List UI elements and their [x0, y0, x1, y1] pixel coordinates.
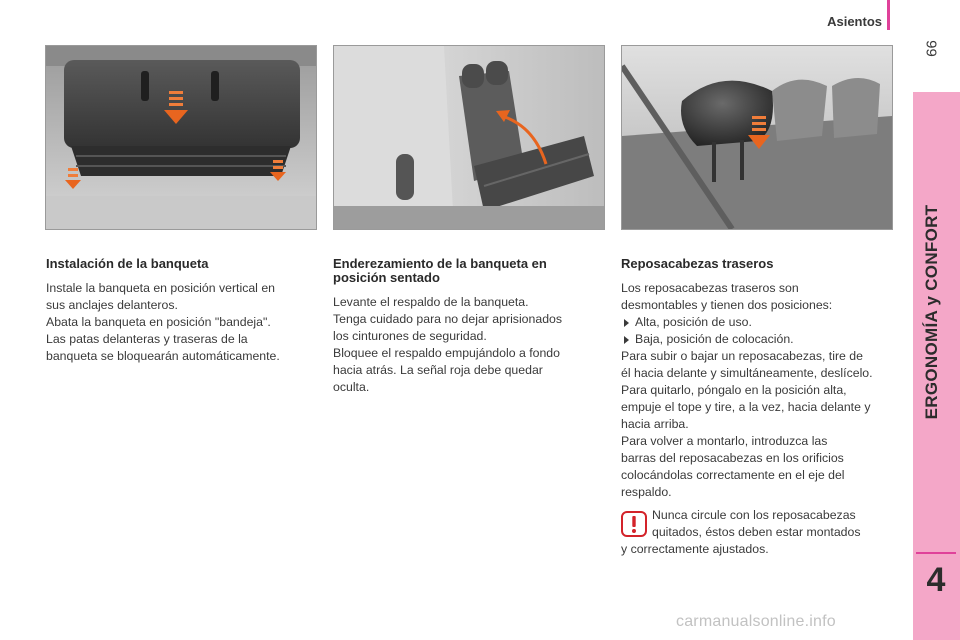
section-heading-line: posición sentado: [333, 270, 440, 285]
paragraph-line: sus anclajes delanteros.: [46, 298, 178, 312]
header-accent-bar: [887, 0, 890, 30]
section-heading-line: Enderezamiento de la banqueta en: [333, 256, 547, 271]
section-heading: Instalación de la banqueta: [46, 256, 209, 271]
warning-line: Nunca circule con los reposacabezas: [652, 508, 856, 522]
paragraph-line: desmontables y tienen dos posiciones:: [621, 298, 833, 312]
bench-seated-section: [333, 257, 605, 396]
paragraph-line: Bloquee el respaldo empujándolo a fondo: [333, 346, 560, 360]
paragraph-line: hacia atrás. La señal roja debe quedar: [333, 363, 543, 377]
paragraph-line: Para quitarlo, póngalo en la posición alta,: [621, 383, 847, 397]
section-heading: [333, 257, 605, 285]
bench-seated-position-photo: [333, 45, 605, 230]
paragraph-line: banqueta se bloquearán automáticamente.: [46, 349, 280, 363]
paragraph-line: Los reposacabezas traseros son: [621, 281, 799, 295]
paragraph-line: Las patas delanteras y traseras de la: [46, 332, 248, 346]
page-number: 99: [922, 40, 940, 57]
paragraph-line: Levante el respaldo de la banqueta.: [333, 295, 529, 309]
exclamation-warning-icon: [621, 511, 647, 537]
paragraph-line: barras del reposacabezas en los orificios: [621, 451, 844, 465]
paragraph-line: oculta.: [333, 380, 370, 394]
paragraph-line: respaldo.: [621, 485, 672, 499]
paragraph-line: Para subir o bajar un reposacabezas, tire de: [621, 349, 863, 363]
list-item: Alta, posición de uso.: [621, 314, 893, 331]
rear-headrests-photo: [621, 45, 893, 230]
rear-headrests-section: [621, 257, 893, 558]
paragraph-line: empuje el tope y tire, a la vez, hacia delante y: [621, 400, 871, 414]
paragraph-line: Instale la banqueta en posición vertical en: [46, 281, 276, 295]
list-item: Baja, posición de colocación.: [621, 331, 893, 348]
paragraph-line: Abata la banqueta en posición "bandeja".: [46, 315, 271, 329]
paragraph-line: los cinturones de seguridad.: [333, 329, 487, 343]
section-title: Asientos: [827, 14, 882, 29]
warning-line: y correctamente ajustados.: [621, 542, 769, 556]
bench-installation-section: [46, 257, 318, 365]
section-heading: Reposacabezas traseros: [621, 256, 774, 271]
paragraph-line: Para volver a montarlo, introduzca las: [621, 434, 828, 448]
paragraph-line: Tenga cuidado para no dejar aprisionados: [333, 312, 563, 326]
warning-line: quitados, éstos deben estar montados: [652, 525, 861, 539]
watermark-text: carmanualsonline.info: [676, 613, 836, 630]
paragraph-line: él hacia delante y simultáneamente, deslícelo.: [621, 366, 873, 380]
paragraph-line: hacia arriba.: [621, 417, 689, 431]
chapter-title: ERGONOMÍA y CONFORT: [922, 204, 941, 420]
paragraph-line: colocándolas correctamente en el eje del: [621, 468, 845, 482]
chapter-number: 4: [926, 561, 946, 599]
warning-note: [621, 507, 893, 558]
bench-installation-photo: [45, 45, 317, 230]
chapter-divider: [916, 552, 956, 554]
